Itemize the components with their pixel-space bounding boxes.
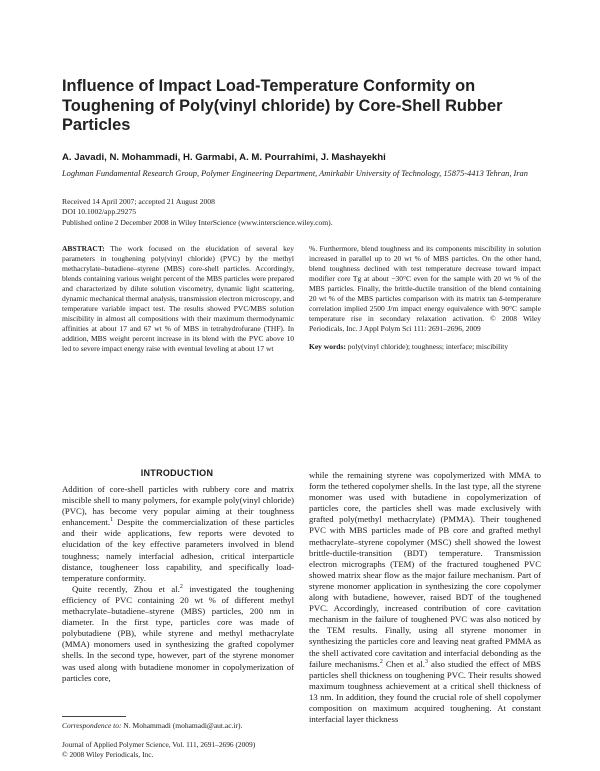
text-run: Quite recently, Zhou et al.: [72, 583, 180, 594]
keywords: [309, 342, 541, 352]
abstract-column-1: [62, 244, 294, 355]
correspondence-text: N. Mohammadi (mohamadi@aut.ac.ir).: [121, 721, 243, 730]
text-run: Despite the commercialization of these particles and their wide applications, few reports were devoted to elucidation of the key effective parameters involved in blend toughness; namely interfacial adhesion, critical interparticle distance, tougheneer loss capability, and specifically load-temperature conformity.: [62, 517, 294, 583]
author-list: A. Javadi, N. Mohammadi, H. Garmabi, A. M. Pourrahimi, J. Mashayekhi: [62, 152, 386, 163]
abstract-text-1: The work focused on the elucidation of several key parameters in toughening poly(vinyl chloride) (PVC) by the methyl methacrylate–butadiene–styrene (MBS) core-shell particles. Accordingly, blends containing various weight percent of the MBS particles were prepared and characterized by dilute solution viscometry, dynamic light scattering, dynamic mechanical thermal analysis, transmission electron microscopy, and temperature variable impact test. The results showed PVC/MBS solution miscibility in almost all compositions with their maximum thermodynamic affinities at about 17 and 67 wt % of MBS in tetrahydrofurane (THF). In addition, MBS weight percent increase in its blend with the PVC above 10 led to severe impact energy raise with eventual leveling at about 17 wt: [62, 244, 295, 354]
text-run: Chen et al.: [382, 658, 425, 669]
copyright: © 2008 Wiley Periodicals, Inc.: [62, 749, 154, 759]
citation-ref: 1: [110, 517, 113, 524]
keywords-text: poly(vinyl chloride); toughness; interface; miscibility: [347, 342, 509, 352]
abstract-text-2: %. Furthermore, blend toughness and its components miscibility in solution increased in parallel up to 20 wt % of MBS particles. On the other hand, blend toughness declined with test temperature decrease toward impact modifier core Tg at about −30°C even for the sample with 20 wt % of the MBS particles. Finally, the brittle-ductile transition of the blend containing 20 wt % of the MBS particles comparison with its matrix tan δ-temperature correlation implied 2500 J/m impact energy equivalence with 90°C sample temperature rise in secondary relaxation activation. © 2008 Wiley Periodicals, Inc. J Appl Polym Sci 111: 2691–2696, 2009: [309, 244, 541, 334]
journal-citation: [62, 740, 294, 759]
intro-paragraph-continued: [309, 470, 541, 725]
correspondence-note: [62, 721, 294, 730]
affiliation: Loghman Fundamental Research Group, Polymer Engineering Department, Amirkabir University of Technology, 15875-4413 Tehran, Iran: [62, 169, 528, 178]
keywords-label: Key words:: [309, 342, 346, 352]
footnote-divider: [62, 716, 126, 717]
citation-ref: 3: [424, 658, 428, 665]
citation-ref: 2: [379, 658, 383, 665]
abstract-label: ABSTRACT:: [62, 244, 105, 253]
publication-dates: [62, 197, 542, 228]
correspondence-label: Correspondence to:: [62, 721, 122, 730]
doi: DOI 10.1002/app.29275: [62, 207, 137, 217]
received-date: Received 14 April 2007; accepted 21 August 2008: [62, 197, 215, 206]
text-run: while the remaining styrene was copolymerized with MMA to form the tethered copolymer shells. In the last type, all the styrene monomer was used with butadiene in copolymerization of particles core, the particles shell was made exclusively with grafted poly(methyl methacrylate) (PMMA). Their toughened PVC with MBS particles made of PB core and grafted methyl methacrylate–styrene copolymer (MSC) shell showed the lowest brittle-ductile-transition (BDT) temperature. Transmission electron micrographs (TEM) of the fractured toughened PVC showed matrix shear flow as the major failure mechanism. Part of styrene monomer application in synthesizing the core copolymer along with butadiene, however, raised BDT of the toughened PVC. Accordingly, increased contribution of core cavitation mechanism in the failure of toughened PVC was also noticed by the TEM results. Finally, using all styrene monomer in synthesizing the particles core and leaving neat grafted PMMA as the shell activated core cavitation and interfacial debonding as the failure mechanisms.: [309, 470, 541, 669]
abstract-column-2: [309, 244, 541, 352]
section-heading-introduction: INTRODUCTION: [140, 468, 214, 478]
intro-paragraph-2: [62, 584, 294, 684]
intro-paragraph-1: [62, 484, 294, 584]
text-run: Addition of core-shell particles with rubbery core and matrix miscible shell to many polymers, for example poly(vinyl chloride) (PVC), has become very popular aiming at their toughness enhancement.: [62, 484, 294, 528]
body-column-left: [62, 484, 294, 684]
text-run: also studied the effect of MBS particles shell thickness on toughening PVC. Their results showed maximum toughness achievement at a critical shell thickness of 13 nm. In addition, they found the crucial role of shell copolymer composition on maximum acquired toughening. At constant interfacial layer thickness: [309, 658, 541, 725]
paper-title: Influence of Impact Load-Temperature Conformity on Toughening of Poly(vinyl chloride) by Core-Shell Rubber Particles: [62, 77, 503, 134]
published-date: Published online 2 December 2008 in Wiley InterScience (www.interscience.wiley.com).: [62, 217, 333, 227]
text-run: investigated the toughening efficiency of PVC containing 20 wt % of different methyl methacrylate–butadiene–styrene (MBS) particles, 200 nm in diameter. In the first type, particles core was made of polybutadiene (PB), while styrene and methyl methacrylate (MMA) monomers used in synthesizing the grafted copolymer shells. In the second type, however, part of the styrene monomer was used along with butadiene monomer in copolymerization of particles core,: [62, 583, 295, 683]
body-column-right: [309, 470, 541, 725]
journal-info: Journal of Applied Polymer Science, Vol. 111, 2691–2696 (2009): [62, 740, 256, 749]
citation-ref: 2: [179, 583, 183, 590]
